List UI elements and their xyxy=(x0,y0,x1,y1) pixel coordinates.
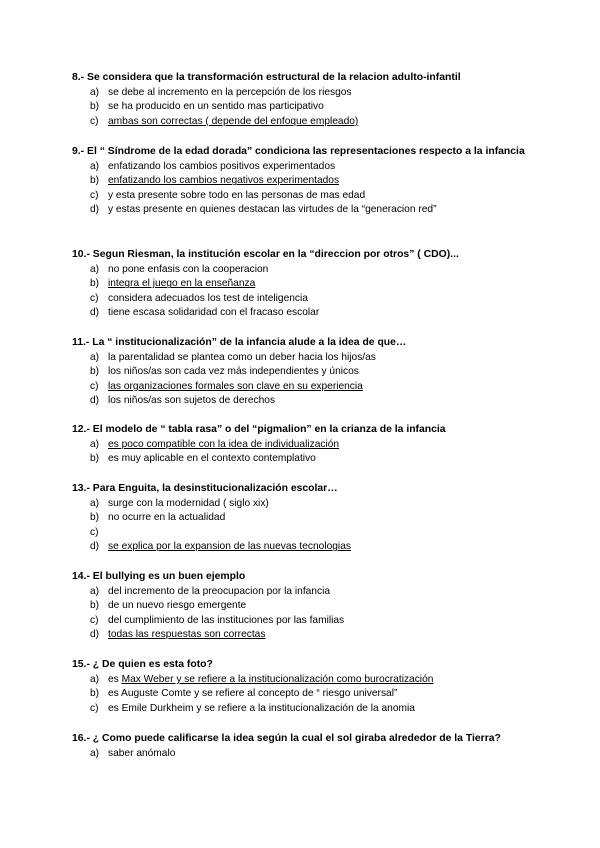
option-a: a) es Max Weber y se refiere a la institucionalización como burocratización xyxy=(90,674,434,685)
option-a: a) la parentalidad se plantea como un deber hacia los hijos/as xyxy=(90,352,376,363)
option-a: a) no pone enfasis con la cooperacion xyxy=(90,264,269,275)
option-c: c) xyxy=(90,526,99,538)
marked-answer: todas las respuestas son correctas xyxy=(108,629,266,641)
option-c: c) es Emile Durkheim y se refiere a la institucionalización de la anomia xyxy=(90,702,415,714)
option-list xyxy=(72,351,532,409)
question-10 xyxy=(72,248,532,321)
option-b: b) integra el juego en la enseñanza xyxy=(72,277,532,291)
question-16 xyxy=(72,732,532,761)
option-c: c) ambas son correctas ( depende del enfoque empleado) xyxy=(72,115,532,129)
option-d: d) los niños/as son sujetos de derechos xyxy=(90,395,276,407)
marked-answer: ambas son correctas ( depende del enfoque empleado) xyxy=(108,115,359,127)
option-list xyxy=(72,497,532,555)
option-c: c) del cumplimiento de las instituciones por las familias xyxy=(90,614,345,626)
question-title: 14.- El bullying es un buen ejemplo xyxy=(72,571,246,582)
question-title: 9.- El “ Síndrome de la edad dorada” condiciona las representaciones respecto a la infancia xyxy=(72,146,525,157)
option-d: d) todas las respuestas son correctas xyxy=(72,628,532,642)
option-list xyxy=(72,438,532,467)
marked-answer: las organizaciones formales son clave en su experiencia xyxy=(108,380,363,392)
marked-answer-name: Max Weber xyxy=(121,674,174,685)
marked-answer-rest: y se refiere a la institucionalización como burocratización xyxy=(173,674,434,685)
question-11 xyxy=(72,336,532,409)
option-b: b) no ocurre en la actualidad xyxy=(90,512,226,524)
marked-answer: enfatizando los cambios negativos experimentados xyxy=(108,175,340,187)
option-c: c) las organizaciones formales son clave en su experiencia xyxy=(72,380,532,394)
marked-answer: es poco compatible con la idea de individualización xyxy=(108,439,340,450)
option-b: b) enfatizando los cambios negativos experimentados xyxy=(72,174,532,188)
option-a: a) es poco compatible con la idea de individualización xyxy=(72,438,532,452)
question-14 xyxy=(72,570,532,643)
question-13 xyxy=(72,482,532,555)
option-list xyxy=(72,585,532,643)
option-list xyxy=(72,160,532,218)
option-list xyxy=(72,747,532,761)
option-b: b) los niños/as son cada vez más independientes y únicos xyxy=(90,366,359,378)
question-title: 13.- Para Enguita, la desinstitucionalización escolar… xyxy=(72,483,338,494)
question-9 xyxy=(72,145,532,218)
question-8 xyxy=(72,71,532,129)
option-a: a) del incremento de la preocupacion por la infancia xyxy=(90,586,331,597)
question-15 xyxy=(72,658,532,716)
option-b: b) se ha producido en un sentido mas participativo xyxy=(90,101,324,113)
option-d: d) y estas presente en quienes destacan las virtudes de la “generacion red” xyxy=(90,204,437,216)
question-title: 11.- La “ institucionalización” de la infancia alude a la idea de que… xyxy=(72,337,407,348)
question-12 xyxy=(72,423,532,467)
option-c: c) considera adecuados los test de inteligencia xyxy=(90,292,308,304)
question-title: 10.- Segun Riesman, la institución escolar en la “direccion por otros” ( CDO)... xyxy=(72,249,459,260)
option-a: a) enfatizando los cambios positivos experimentados xyxy=(90,161,336,172)
option-b: b) de un nuevo riesgo emergente xyxy=(90,600,247,612)
option-b: b) es muy aplicable en el contexto contemplativo xyxy=(90,453,316,465)
option-d: d) se explica por la expansion de las nuevas tecnologias xyxy=(72,540,532,554)
option-list xyxy=(72,86,532,129)
option-b: b) es Auguste Comte y se refiere al concepto de “ riesgo universal” xyxy=(90,688,398,700)
option-a: a) se debe al incremento en la percepción de los riesgos xyxy=(90,87,352,98)
marked-answer: se explica por la expansion de las nuevas tecnologias xyxy=(108,541,351,553)
option-c: c) y esta presente sobre todo en las personas de mas edad xyxy=(90,189,366,201)
option-d: d) tiene escasa solidaridad con el fracaso escolar xyxy=(90,307,320,319)
question-title: 8.- Se considera que la transformación estructural de la relacion adulto-infantil xyxy=(72,72,461,83)
option-a: a) surge con la modernidad ( siglo xix) xyxy=(90,498,269,509)
question-title: 12.- El modelo de “ tabla rasa” o del “pigmalion” en la crianza de la infancia xyxy=(72,424,446,435)
option-list xyxy=(72,263,532,321)
option-a: a) saber anómalo xyxy=(90,748,176,759)
marked-answer: integra el juego en la enseñanza xyxy=(108,278,256,290)
option-list xyxy=(72,673,532,716)
question-title: 16.- ¿ Como puede calificarse la idea según la cual el sol giraba alrededor de la Tierra? xyxy=(72,733,501,744)
question-title: 15.- ¿ De quien es esta foto? xyxy=(72,659,213,670)
